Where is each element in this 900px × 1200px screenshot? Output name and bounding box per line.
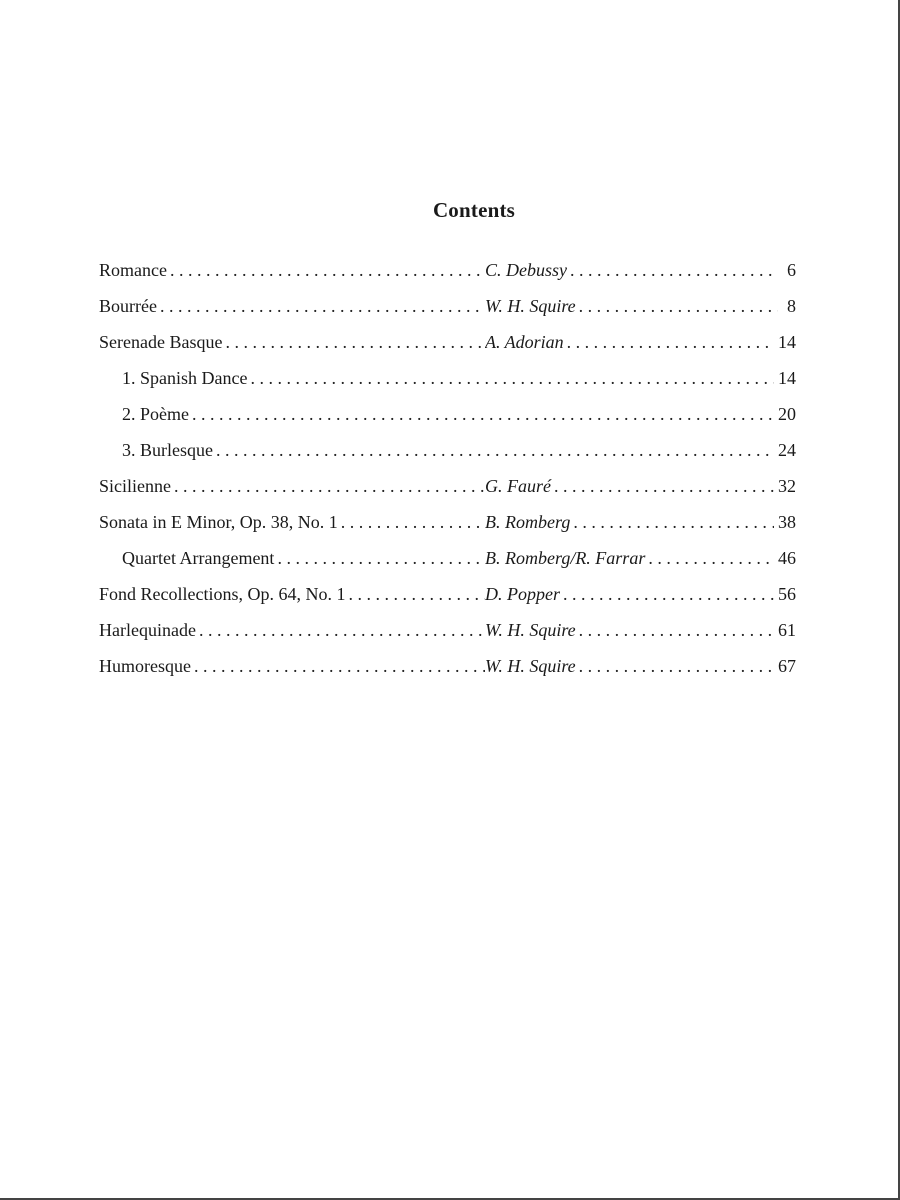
- dot-leader: [250, 364, 774, 392]
- toc-entry-title: 2. Poème: [122, 400, 192, 428]
- toc-entry-title: Sicilienne: [99, 472, 174, 500]
- dot-leader: [573, 508, 774, 536]
- dot-leader: [554, 472, 774, 500]
- toc-entry-page: 56: [778, 584, 796, 604]
- toc-entry-page: 46: [778, 548, 796, 568]
- toc-entry-page: 67: [778, 656, 796, 676]
- dot-leader: [277, 544, 485, 572]
- toc-entry-page: 8: [787, 296, 796, 316]
- dot-leader: [563, 580, 774, 608]
- toc-entry-composer: W. H. Squire: [485, 656, 576, 676]
- toc-entry-title: Quartet Arrangement: [122, 544, 277, 572]
- dot-leader: [160, 292, 485, 320]
- toc-entry-page: 20: [778, 404, 796, 424]
- toc-entry: [99, 328, 796, 364]
- toc-entry-title: Serenade Basque: [99, 328, 225, 356]
- table-of-contents: [99, 256, 796, 688]
- dot-leader: [170, 256, 485, 284]
- toc-entry: [99, 436, 796, 472]
- dot-leader: [194, 652, 485, 680]
- toc-entry-page: 32: [778, 476, 796, 496]
- toc-entry-page: 14: [778, 368, 796, 388]
- dot-leader: [192, 400, 774, 428]
- dot-leader: [348, 580, 485, 608]
- toc-entry: [99, 256, 796, 292]
- toc-entry: [99, 472, 796, 508]
- toc-entry-page: 38: [778, 512, 796, 532]
- toc-entry: [99, 544, 796, 580]
- toc-entry-composer: W. H. Squire: [485, 620, 576, 640]
- toc-entry: [99, 652, 796, 688]
- dot-leader: [174, 472, 485, 500]
- toc-entry: [99, 364, 796, 400]
- toc-entry-title: Harlequinade: [99, 616, 199, 644]
- dot-leader: [579, 292, 778, 320]
- dot-leader: [216, 436, 774, 464]
- toc-entry-title: Bourrée: [99, 292, 160, 320]
- toc-entry-title: Humoresque: [99, 652, 194, 680]
- toc-entry-page: 61: [778, 620, 796, 640]
- page-title: Contents: [432, 198, 516, 222]
- dot-leader: [225, 328, 485, 356]
- dot-leader: [341, 508, 485, 536]
- toc-entry: [99, 400, 796, 436]
- toc-entry-title: 1. Spanish Dance: [122, 364, 250, 392]
- toc-entry: [99, 508, 796, 544]
- toc-entry-title: Romance: [99, 256, 170, 284]
- toc-entry-composer: G. Fauré: [485, 476, 551, 496]
- toc-entry-composer: D. Popper: [485, 584, 560, 604]
- dot-leader: [579, 652, 774, 680]
- dot-leader: [567, 328, 774, 356]
- toc-entry-page: 14: [778, 332, 796, 352]
- toc-entry-page: 6: [787, 260, 796, 280]
- toc-entry-composer: B. Romberg: [485, 512, 571, 532]
- toc-entry: [99, 580, 796, 616]
- toc-entry-composer: C. Debussy: [485, 260, 567, 280]
- toc-entry-composer: A. Adorian: [485, 332, 564, 352]
- dot-leader: [579, 616, 774, 644]
- toc-entry-title: Fond Recollections, Op. 64, No. 1: [99, 580, 348, 608]
- toc-entry-page: 24: [778, 440, 796, 460]
- dot-leader: [199, 616, 485, 644]
- toc-entry-title: 3. Burlesque: [122, 436, 216, 464]
- dot-leader: [570, 256, 778, 284]
- toc-entry-title: Sonata in E Minor, Op. 38, No. 1: [99, 508, 341, 536]
- toc-entry: [99, 292, 796, 328]
- dot-leader: [648, 544, 774, 572]
- toc-entry-composer: W. H. Squire: [485, 296, 576, 316]
- toc-entry: [99, 616, 796, 652]
- toc-entry-composer: B. Romberg/R. Farrar: [485, 548, 646, 568]
